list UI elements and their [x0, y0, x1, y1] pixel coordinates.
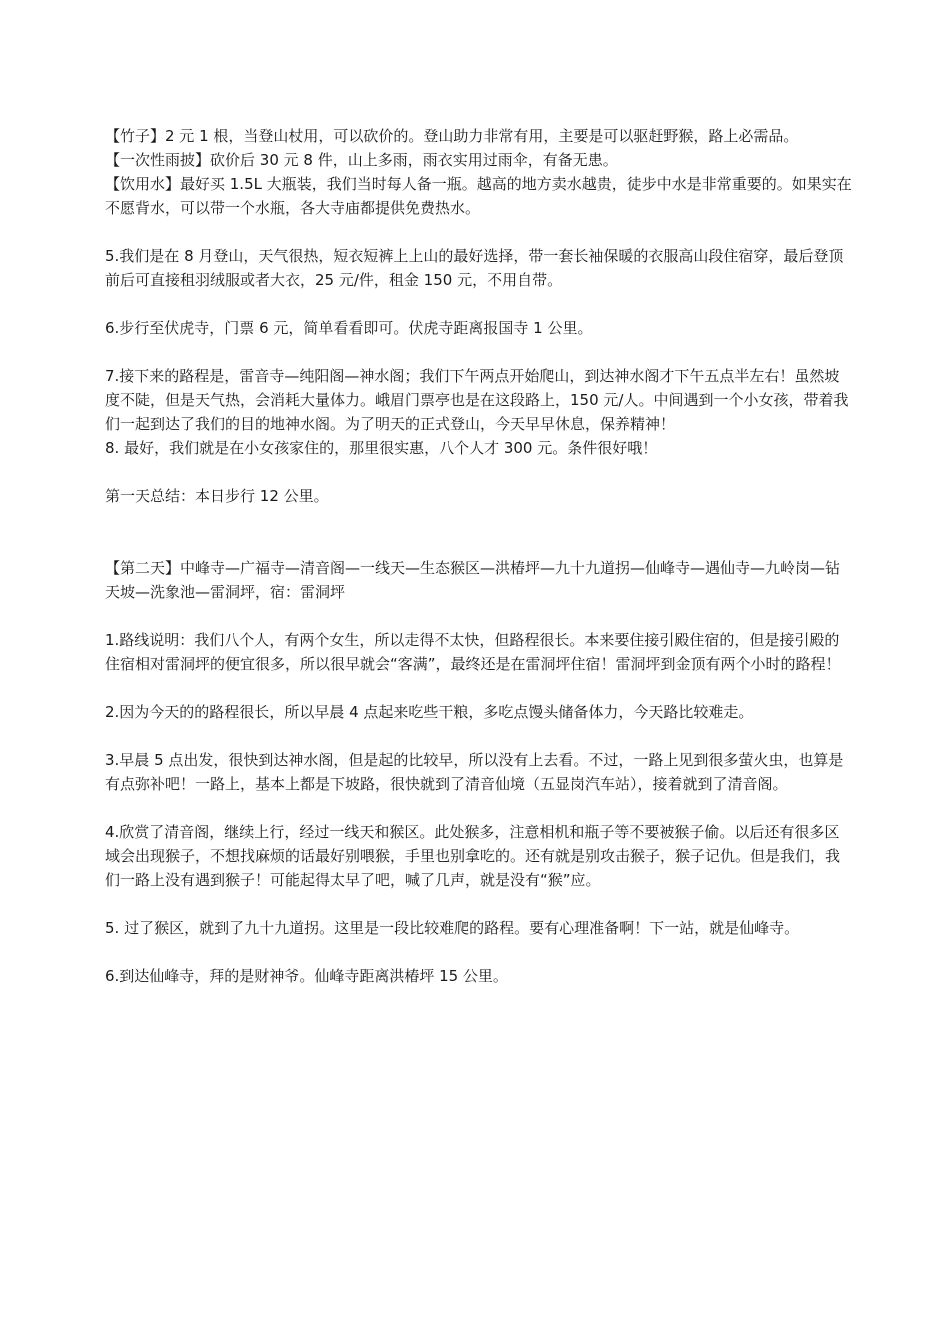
- paragraph-day2-item1: 1.路线说明：我们八个人，有两个女生，所以走得不太快，但路程很长。本来要住接引殿住宿的，但是接引殿的住宿相对雷洞坪的便宜很多，所以很早就会“客满”，最终还是在雷洞坪住宿！雷洞坪到金顶有两个小时的路程！: [105, 631, 841, 673]
- spacer: [105, 604, 853, 628]
- spacer: [105, 676, 853, 700]
- spacer: [105, 220, 853, 244]
- paragraph-bamboo: 【竹子】2 元 1 根，当登山杖用，可以砍价的。登山助力非常有用，主要是可以驱赶野猴，路上必需品。: [105, 127, 799, 145]
- paragraph-day2-item2: 2.因为今天的的路程很长，所以早晨 4 点起来吃些干粮，多吃点馒头储备体力，今天路比较难走。: [105, 703, 754, 721]
- paragraph-day1-item6: 6.步行至伏虎寺，门票 6 元，简单看看即可。伏虎寺距离报国寺 1 公里。: [105, 319, 593, 337]
- spacer: [105, 892, 853, 916]
- paragraph-day2-item4: 4.欣赏了清音阁，继续上行，经过一线天和猴区。此处猴多，注意相机和瓶子等不要被猴子偷。以后还有很多区域会出现猴子，不想找麻烦的话最好别喂猴，手里也别拿吃的。还有就是别攻击猴子，猴子记仇。但是我们，我们一路上没有遇到猴子！可能起得太早了吧，喊了几声，就是没有“猴”应。: [105, 823, 841, 889]
- paragraph-day2-item3: 3.早晨 5 点出发，很快到达神水阁，但是起的比较早，所以没有上去看。不过，一路上见到很多萤火虫，也算是有点弥补吧！一路上，基本上都是下坡路，很快就到了清音仙境（五显岗汽车站），接着就到了清音阁。: [105, 751, 844, 793]
- paragraph-day1-item5: 5.我们是在 8 月登山，天气很热，短衣短裤上上山的最好选择，带一套长袖保暖的衣服高山段住宿穿，最后登顶前后可直接租羽绒服或者大衣，25 元/件，租金 150 元，不用自带。: [105, 247, 844, 289]
- spacer: [105, 724, 853, 748]
- paragraph-day1-summary: 第一天总结：本日步行 12 公里。: [105, 487, 329, 505]
- section-heading-day2: 【第二天】中峰寺—广福寺—清音阁—一线天—生态猴区—洪椿坪—九十九道拐—仙峰寺—遇仙寺—九岭岗—钻天坡—洗象池—雷洞坪，宿：雷洞坪: [105, 559, 841, 601]
- paragraph-water: 【饮用水】最好买 1.5L 大瓶装，我们当时每人备一瓶。越高的地方卖水越贵，徒步中水是非常重要的。如果实在不愿背水，可以带一个水瓶，各大寺庙都提供免费热水。: [105, 175, 852, 217]
- spacer: [105, 796, 853, 820]
- spacer: [105, 460, 853, 484]
- spacer: [105, 940, 853, 964]
- paragraph-day2-item6: 6.到达仙峰寺，拜的是财神爷。仙峰寺距离洪椿坪 15 公里。: [105, 967, 508, 985]
- document-page: [105, 124, 853, 988]
- spacer: [105, 292, 853, 316]
- paragraph-day1-item8: 8. 最好，我们就是在小女孩家住的，那里很实惠，八个人才 300 元。条件很好哦！: [105, 439, 658, 457]
- spacer: [105, 340, 853, 364]
- paragraph-day2-item5: 5. 过了猴区，就到了九十九道拐。这里是一段比较难爬的路程。要有心理准备啊！下一站，就是仙峰寺。: [105, 919, 800, 937]
- paragraph-day1-item7: 7.接下来的路程是，雷音寺—纯阳阁—神水阁；我们下午两点开始爬山，到达神水阁才下午五点半左右！虽然坡度不陡，但是天气热，会消耗大量体力。峨眉门票亭也是在这段路上，150 元/人。中间遇到一个小女孩，带着我们一起到达了我们的目的地神水阁。为了明天的正式登山，今天早早休息，保养精神！: [105, 367, 849, 433]
- spacer: [105, 508, 853, 556]
- paragraph-raincoat: 【一次性雨披】砍价后 30 元 8 件，山上多雨，雨衣实用过雨伞，有备无患。: [105, 151, 618, 169]
